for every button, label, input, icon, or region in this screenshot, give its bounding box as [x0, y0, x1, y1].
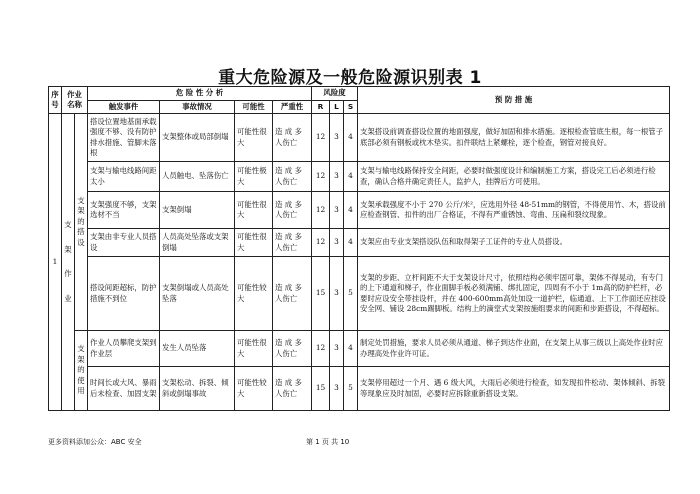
trigger-cell: 支架强度不够，支架选材不当 [88, 192, 160, 229]
table-row [49, 229, 670, 257]
l-cell: 3 [330, 257, 344, 331]
work-name: 支 架 作 业 [62, 114, 75, 411]
possibility-cell: 可能性很大 [235, 229, 273, 257]
accident-cell: 人员触电、坠落伤亡 [160, 162, 235, 192]
trigger-cell: 支架由非专业人员搭设 [88, 229, 160, 257]
header-s: S [344, 100, 358, 114]
l-cell: 3 [330, 367, 344, 411]
trigger-cell: 搭设位置地基面承载强度不够、没有防护排水措施、管脚未落根 [88, 114, 160, 162]
severity-cell: 造 成 多人伤亡 [273, 162, 312, 192]
s-cell: 5 [344, 257, 358, 331]
l-cell: 3 [330, 162, 344, 192]
header-accident: 事故情况 [160, 100, 235, 114]
trigger-cell: 时间长或大风、暴雨后未检查、加固支架 [88, 367, 160, 411]
table-row [49, 331, 670, 367]
accident-cell: 支架倒塌或人员高处坠落 [160, 257, 235, 331]
trigger-cell: 支架与输电线路间距太小 [88, 162, 160, 192]
header-l: L [330, 100, 344, 114]
accident-cell: 支架倒塌 [160, 192, 235, 229]
group-use: 支 架 的 使 用 [75, 331, 88, 411]
r-cell: 12 [312, 192, 330, 229]
trigger-cell: 搭设间距超标，防护措施不到位 [88, 257, 160, 331]
accident-cell: 人员高处坠落或支架倒塌 [160, 229, 235, 257]
severity-cell: 造 成 多人伤亡 [273, 114, 312, 162]
header-r: R [312, 100, 330, 114]
measure-cell: 支架搭设前调查搭设位置的地面强度，做好加固和排水措施。逐根检查管底生根，每一根管子底部必须有钢板或枕木垫实。扣件联结上紧螺栓，逐个检查，钢管对接良好。 [358, 114, 670, 162]
r-cell: 15 [312, 257, 330, 331]
severity-cell: 造 成 多人伤亡 [273, 192, 312, 229]
severity-cell: 造 成 多人伤亡 [273, 229, 312, 257]
trigger-cell: 作业人员攀爬支架到作业层 [88, 331, 160, 367]
s-cell: 4 [344, 331, 358, 367]
r-cell: 12 [312, 331, 330, 367]
r-cell: 12 [312, 114, 330, 162]
header-work-name: 作业名称 [62, 87, 88, 114]
measure-cell: 支架与输电线路保持安全间距，必要时做强度设计和编制施工方案，搭设完工后必须进行检查，确认合格并确定责任人，监护人，挂牌后方可使用。 [358, 162, 670, 192]
s-cell: 4 [344, 162, 358, 192]
possibility-cell: 可能性较大 [235, 367, 273, 411]
page-title: 重大危险源及一般危险源识别表 1 [218, 68, 482, 88]
s-cell: 4 [344, 192, 358, 229]
table-row [49, 257, 670, 331]
seq-number: 1 [49, 114, 62, 411]
footer-page-number: 第 1 页 共 10 [306, 438, 350, 446]
accident-cell: 发生人员坠落 [160, 331, 235, 367]
header-risk-analysis: 危 险 性 分 析 [88, 87, 312, 101]
possibility-cell: 可能性很大 [235, 192, 273, 229]
measure-cell: 支架停用超过一个月、遇 6 级大风，大雨后必须进行检查，如发现扣件松动、架体倾斜、拆裂等现象应及时加固，必要时应拆除重新搭设支架。 [358, 367, 670, 411]
severity-cell: 造 成 多人伤亡 [273, 257, 312, 331]
s-cell: 4 [344, 229, 358, 257]
table-row [49, 367, 670, 411]
l-cell: 3 [330, 229, 344, 257]
possibility-cell: 可能性极大 [235, 162, 273, 192]
severity-cell: 造 成 多人伤亡 [273, 331, 312, 367]
accident-cell: 支架整体或局部倒塌 [160, 114, 235, 162]
header-risk-level: 风险度 [312, 87, 358, 101]
accident-cell: 支架松动、拆裂、倾斜或倒塌事故 [160, 367, 235, 411]
header-measures: 预 防 措 施 [358, 87, 670, 114]
r-cell: 12 [312, 229, 330, 257]
s-cell: 5 [344, 367, 358, 411]
possibility-cell: 可能性很大 [235, 331, 273, 367]
table-row [49, 114, 670, 162]
l-cell: 3 [330, 114, 344, 162]
header-seq: 序号 [49, 87, 62, 114]
hazard-identification-table [48, 86, 670, 411]
header-possibility: 可能性 [235, 100, 273, 114]
possibility-cell: 可能性很大 [235, 114, 273, 162]
r-cell: 15 [312, 367, 330, 411]
measure-cell: 支架的步距、立杆间距不大于支架设计尺寸，依照结构必须牢固可靠，架体不得晃动，有专门的上下通道和梯子，作业面脚手板必须满铺、绑扎固定，四周有不小于 1m高的防护栏杆，必要时应设安全带挂设杆，并在 400-600mm高处加设一道护栏，临通道、上下工作面还应挂设安全网、铺设 28cm踢脚板。结构上的滴堂式支架按施组要求的间距和步距搭设，不得超标。 [358, 257, 670, 331]
header-trigger: 触发事件 [88, 100, 160, 114]
group-setup: 支 架 的 搭 设 [75, 114, 88, 331]
table-row [49, 162, 670, 192]
header-severity: 严重性 [273, 100, 312, 114]
possibility-cell: 可能性较大 [235, 257, 273, 331]
table-row [49, 192, 670, 229]
l-cell: 3 [330, 331, 344, 367]
l-cell: 3 [330, 192, 344, 229]
s-cell: 4 [344, 114, 358, 162]
r-cell: 12 [312, 162, 330, 192]
measure-cell: 支架承载强度不小于 270 公斤/米²，应选用外径 48-51mm的钢管，不得使用竹、木，搭设前应检查钢管、扣件的出厂合格证，不得有严重锈蚀、弯曲、压扁和裂纹现象。 [358, 192, 670, 229]
severity-cell: 造 成 多人伤亡 [273, 367, 312, 411]
measure-cell: 支架应由专业支架搭设队伍和取得架子工证件的专业人员搭设。 [358, 229, 670, 257]
footer-left: 更多资料添加公众：ABC 安全 [48, 438, 142, 446]
measure-cell: 制定处罚措施，要求人员必须从通道、梯子到达作业面，在支架上从事三级以上高处作业时应办理高处作业许可证。 [358, 331, 670, 367]
